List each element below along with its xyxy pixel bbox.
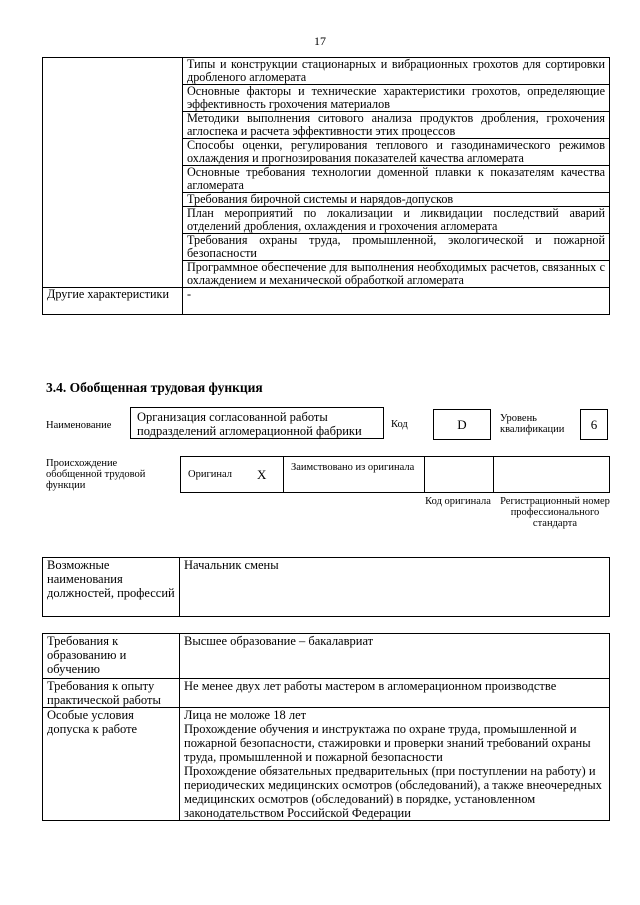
table-cell: Основные требования технологии доменной плавки к показателям качества агломерата bbox=[183, 166, 610, 193]
code-label: Код bbox=[391, 419, 408, 430]
other-characteristics-value: - bbox=[183, 288, 610, 315]
experience-label: Требования к опыту практической работы bbox=[43, 679, 180, 708]
divider bbox=[283, 457, 284, 492]
condition-item: Лица не моложе 18 лет bbox=[184, 708, 307, 722]
education-label: Требования к образованию и обучению bbox=[43, 634, 180, 679]
level-label: Уровень квалификации bbox=[500, 413, 565, 435]
table-cell: Требования охраны труда, промышленной, экологической и пожарной безопасности bbox=[183, 234, 610, 261]
positions-label: Возможные наименования должностей, профессий bbox=[43, 558, 180, 617]
conditions-label: Особые условия допуска к работе bbox=[43, 708, 180, 821]
conditions-value bbox=[180, 708, 610, 821]
section-title: 3.4. Обобщенная трудовая функция bbox=[46, 380, 263, 395]
table-row bbox=[43, 288, 610, 315]
registration-number-caption: Регистрационный номер профессионального стандарта bbox=[500, 496, 610, 529]
table-row bbox=[43, 58, 610, 85]
condition-item: Прохождение обучения и инструктажа по охране труда, промышленной и пожарной безопасности, стажировки и проверки знаний требований охраны труда, промышленной и пожарной безопасности bbox=[184, 722, 591, 764]
name-label: Наименование bbox=[46, 420, 112, 431]
origin-label: Происхождение обобщенной трудовой функции bbox=[46, 458, 146, 491]
borrowed-label: Заимствовано из оригинала bbox=[291, 462, 415, 473]
divider bbox=[493, 457, 494, 492]
other-characteristics-label: Другие характеристики bbox=[43, 288, 183, 315]
education-value: Высшее образование – бакалавриат bbox=[180, 634, 610, 679]
table-label-cell bbox=[43, 58, 183, 288]
original-code-caption: Код оригинала bbox=[425, 496, 491, 507]
knowledge-table bbox=[42, 57, 610, 315]
positions-value: Начальник смены bbox=[180, 558, 610, 617]
table-cell: План мероприятий по локализации и ликвидации последствий аварий отделений дробления, охлаждения и грохочения агломерата bbox=[183, 207, 610, 234]
table-cell: Требования бирочной системы и нарядов-допусков bbox=[183, 193, 610, 207]
condition-item: Прохождение обязательных предварительных (при поступлении на работу) и периодических медицинских осмотров (обследований), а также внеочередных медицинских осмотров (обследований) в порядке, установленном законодательством Российской Федерации bbox=[184, 764, 602, 820]
table-cell: Основные факторы и технические характеристики грохотов, определяющие эффективность грохочения материалов bbox=[183, 85, 610, 112]
table-cell: Типы и конструкции стационарных и вибрационных грохотов для сортировки дробленого агломерата bbox=[183, 58, 610, 85]
table-row bbox=[43, 634, 610, 679]
code-box: D bbox=[433, 409, 491, 440]
experience-value: Не менее двух лет работы мастером в агломерационном производстве bbox=[180, 679, 610, 708]
positions-table bbox=[42, 557, 610, 617]
original-label: Оригинал bbox=[188, 469, 232, 480]
table-cell: Программное обеспечение для выполнения необходимых расчетов, связанных с охлаждением и механической обработкой агломерата bbox=[183, 261, 610, 288]
table-row bbox=[43, 558, 610, 617]
level-box: 6 bbox=[580, 409, 608, 440]
table-row bbox=[43, 679, 610, 708]
table-cell: Способы оценки, регулирования теплового и газодинамического режимов охлаждения и прогнозирования показателей качества агломерата bbox=[183, 139, 610, 166]
table-row bbox=[43, 708, 610, 821]
function-name-box: Организация согласованной работы подразделений агломерационной фабрики bbox=[130, 407, 384, 439]
page-number: 17 bbox=[314, 34, 326, 48]
requirements-table bbox=[42, 633, 610, 821]
table-cell: Методики выполнения ситового анализа продуктов дробления, грохочения аглоспека и расчета эффективности этих процессов bbox=[183, 112, 610, 139]
original-mark: X bbox=[257, 467, 267, 482]
origin-box bbox=[180, 456, 610, 493]
divider bbox=[424, 457, 425, 492]
